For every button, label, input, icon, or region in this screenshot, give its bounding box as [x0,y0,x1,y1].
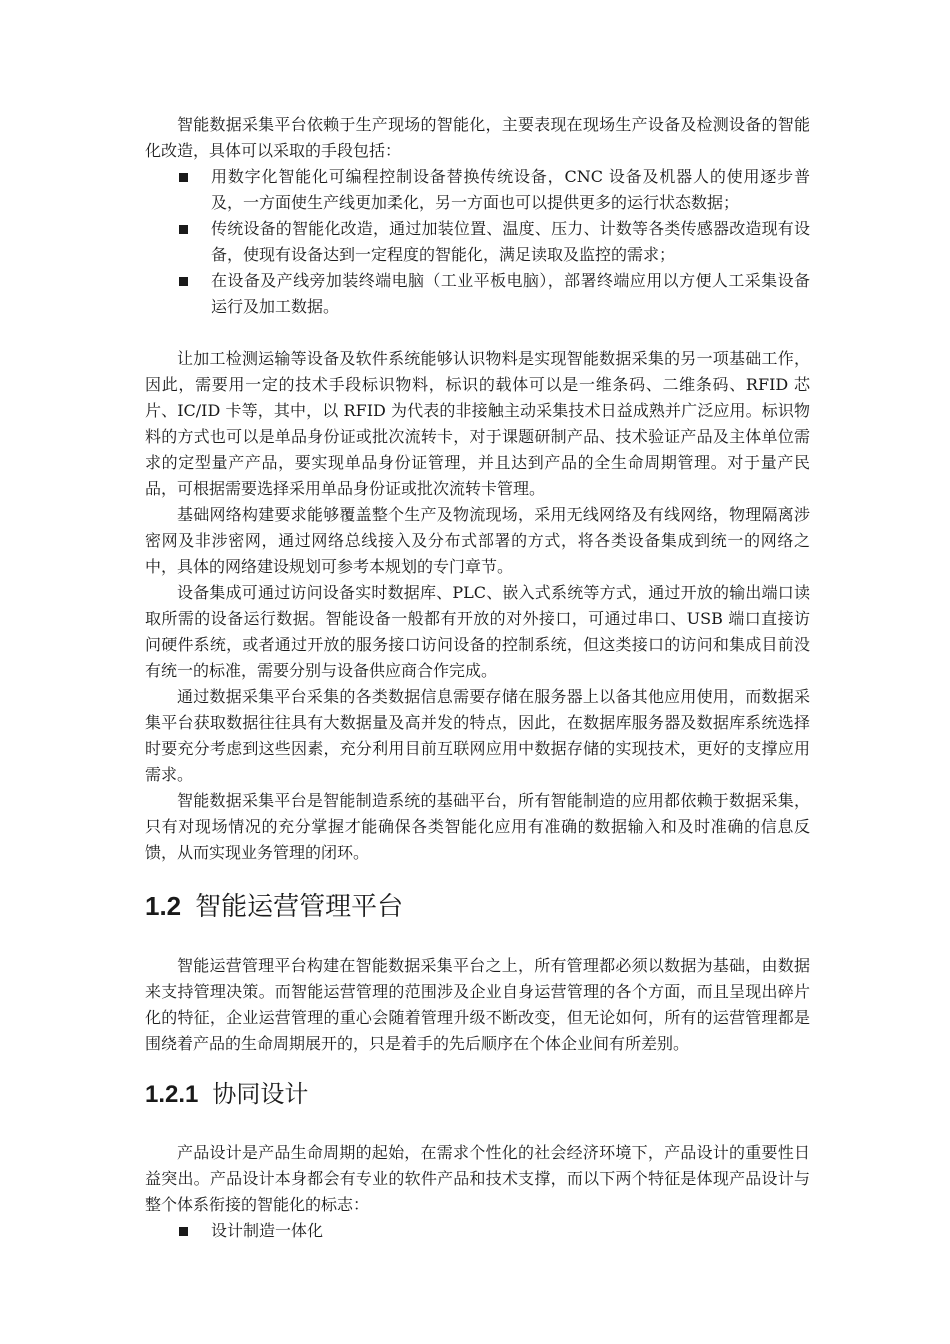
list-item [145,216,810,268]
subsection-heading [145,1077,810,1112]
square-bullet-icon [179,225,188,234]
section-number: 1.2 [145,891,182,921]
paragraph: 产品设计是产品生命周期的起始，在需求个性化的社会经济环境下，产品设计的重要性日益突出。产品设计本身都会有专业的软件产品和技术支撑，而以下两个特征是体现产品设计与整个体系衔接的智能化的标志： [145,1143,810,1214]
list-item-text: 传统设备的智能化改造，通过加装位置、温度、压力、计数等各类传感器改造现有设备，使现有设备达到一定程度的智能化，满足读取及监控的需求； [211,219,810,264]
square-bullet-icon [179,173,188,182]
section-title: 智能运营管理平台 [195,892,404,922]
section-heading [145,888,810,925]
subsection-title: 协同设计 [212,1080,309,1108]
list-item-text: 设计制造一体化 [211,1221,324,1240]
subsection-number: 1.2.1 [145,1081,199,1108]
bullet-list [145,1218,810,1244]
square-bullet-icon [179,1227,188,1236]
paragraph: 让加工检测运输等设备及软件系统能够认识物料是实现智能数据采集的另一项基础工作，因此，需要用一定的技术手段标识物料，标识的载体可以是一维条码、二维条码、RFID 芯片、IC/ID 卡等，其中，以 RFID 为代表的非接触主动采集技术日益成熟并广泛应用。标识物料的方式也可以是单品身份证或批次流转卡，对于课题研制产品、技术验证产品及主体单位需求的定型量产产品，要实现单品身份证管理，并且达到产品的全生命周期管理。对于量产民品，可根据需要选择采用单品身份证或批次流转卡管理。 [145,349,810,498]
document-page [145,112,810,1244]
square-bullet-icon [179,277,188,286]
paragraph: 智能数据采集平台依赖于生产现场的智能化，主要表现在现场生产设备及检测设备的智能化改造，具体可以采取的手段包括： [145,115,810,160]
paragraph: 通过数据采集平台采集的各类数据信息需要存储在服务器上以备其他应用使用，而数据采集平台获取数据往往具有大数据量及高并发的特点，因此，在数据库服务器及数据库系统选择时要充分考虑到这些因素，充分利用目前互联网应用中数据存储的实现技术，更好的支撑应用需求。 [145,687,810,784]
paragraph: 基础网络构建要求能够覆盖整个生产及物流现场，采用无线网络及有线网络，物理隔离涉密网及非涉密网，通过网络总线接入及分布式部署的方式，将各类设备集成到统一的网络之中，具体的网络建设规划可参考本规划的专门章节。 [145,505,810,576]
paragraph: 设备集成可通过访问设备实时数据库、PLC、嵌入式系统等方式，通过开放的输出端口读取所需的设备运行数据。智能设备一般都有开放的对外接口，可通过串口、USB 端口直接访问硬件系统，或者通过开放的服务接口访问设备的控制系统，但这类接口的访问和集成目前没有统一的标准，需要分别与设备供应商合作完成。 [145,583,810,680]
list-item-text: 用数字化智能化可编程控制设备替换传统设备，CNC 设备及机器人的使用逐步普及，一方面使生产线更加柔化，另一方面也可以提供更多的运行状态数据； [211,167,810,212]
list-item [145,268,810,320]
bullet-list [145,164,810,320]
paragraph: 智能运营管理平台构建在智能数据采集平台之上，所有管理都必须以数据为基础，由数据来支持管理决策。而智能运营管理的范围涉及企业自身运营管理的各个方面，而且呈现出碎片化的特征，企业运营管理的重心会随着管理升级不断改变，但无论如何，所有的运营管理都是围绕着产品的生命周期展开的，只是着手的先后顺序在个体企业间有所差别。 [145,956,810,1053]
list-item [145,164,810,216]
paragraph: 智能数据采集平台是智能制造系统的基础平台，所有智能制造的应用都依赖于数据采集，只有对现场情况的充分掌握才能确保各类智能化应用有准确的数据输入和及时准确的信息反馈，从而实现业务管理的闭环。 [145,791,810,862]
list-item [145,1218,810,1244]
list-item-text: 在设备及产线旁加装终端电脑（工业平板电脑），部署终端应用以方便人工采集设备运行及加工数据。 [211,271,810,316]
